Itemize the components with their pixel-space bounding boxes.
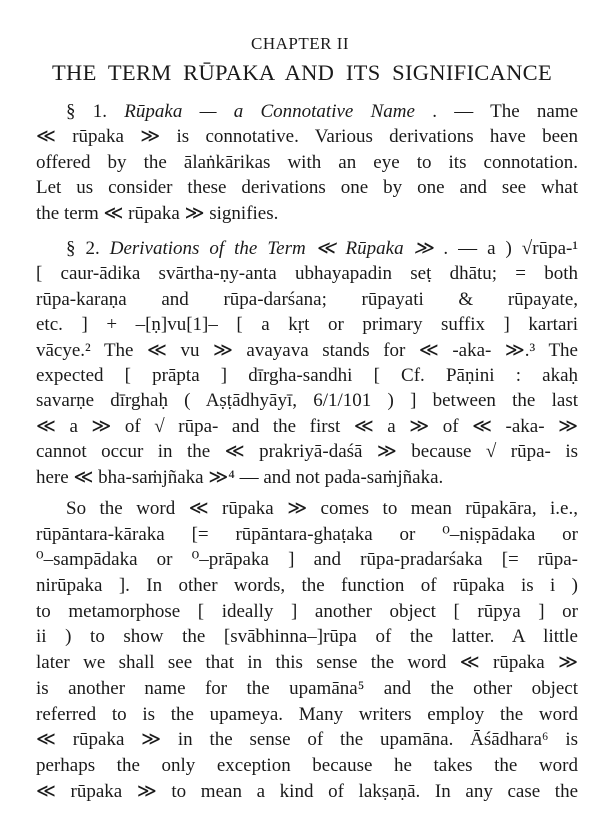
- text-line: expected [ prāpta ] dīrgha-sandhi [ Cf. Pāṇini : akaḥ: [36, 364, 578, 386]
- text-line: is another name for the upamāna⁵ and the other object: [36, 677, 578, 699]
- text-line: savarṇe dīrghaḥ ( Aṣṭādhyāyī, 6/1/101 ) ] between the last: [36, 390, 578, 412]
- text-line: offered by the ālaṅkārikas with an eye to its connotation.: [36, 151, 578, 173]
- text-line: ≪ rūpaka ≫ to mean a kind of lakṣaṇā. In any case the: [36, 780, 578, 802]
- section-1-paragraph: [36, 99, 578, 226]
- section-heading-tail: . — a ) √rūpa-¹: [443, 238, 579, 259]
- section-1-heading-line: [36, 99, 578, 124]
- text-line: cannot occur in the ≪ prakriyā-daśā ≫ because √ rūpa- is: [36, 441, 578, 463]
- text-line: ≪ rūpaka ≫ is connotative. Various derivations have been: [36, 126, 578, 148]
- text-line: So the word ≪ rūpaka ≫ comes to mean rūpakāra, i.e.,: [66, 498, 578, 519]
- section-heading-tail: . — The name: [432, 101, 579, 122]
- text-line: ≪ a ≫ of √ rūpa- and the first ≪ a ≫ of ≪ -aka- ≫: [36, 415, 578, 437]
- text-line: to metamorphose [ ideally ] another object [ rūpya ] or: [36, 600, 578, 622]
- text-line: nirūpaka ]. In other words, the function of rūpaka is i ): [36, 575, 578, 597]
- text-line: rūpāntara-kāraka [= rūpāntara-ghaṭaka or ⁰–niṣpādaka or: [36, 523, 578, 545]
- text-line: ii ) to show the [svābhinna–]rūpa of the latter. A little: [36, 626, 578, 648]
- chapter-title: THE TERM RŪPAKA AND ITS SIGNIFICANCE: [52, 60, 552, 85]
- text-line: referred to is the upameya. Many writers employ the word: [36, 703, 578, 725]
- text-line: here ≪ bha-saṁjñaka ≫⁴ — and not pada-saṁjñaka.: [36, 466, 444, 488]
- text-line: etc. ] + –[ṇ]vu[1]– [ a kṛt or primary suffix ] kartari: [36, 314, 578, 336]
- text-line: later we shall see that in this sense the word ≪ rūpaka ≫: [36, 652, 578, 674]
- text-line: Let us consider these derivations one by one and see what: [36, 177, 578, 199]
- section-2-paragraph: [36, 236, 578, 490]
- paragraph-3: [36, 496, 578, 804]
- section-heading: Rūpaka — a Connotative Name: [124, 101, 415, 122]
- text-line: the term ≪ rūpaka ≫ signifies.: [36, 202, 279, 224]
- text-line: ⁰–sampādaka or ⁰–prāpaka ] and rūpa-pradarśaka [= rūpa-: [36, 549, 578, 571]
- text-line: rūpa-karaṇa and rūpa-darśana; rūpayati & rūpayate,: [36, 288, 578, 310]
- text-line: vācye.² The ≪ vu ≫ avayava stands for ≪ -aka- ≫.³ The: [36, 339, 578, 361]
- section-heading: Derivations of the Term ≪ Rūpaka ≫: [109, 238, 434, 259]
- text-line: ≪ rūpaka ≫ in the sense of the upamāna. Āśādhara⁶ is: [36, 729, 578, 751]
- text-line: perhaps the only exception because he takes the word: [36, 754, 578, 776]
- section-number: § 2.: [66, 238, 100, 259]
- section-2-heading-line: [36, 236, 578, 261]
- chapter-label: CHAPTER II: [250, 34, 350, 53]
- section-number: § 1.: [66, 101, 108, 122]
- text-line: [ caur-ādika svārtha-ṇy-anta ubhayapadin seṭ dhātu; = both: [36, 263, 578, 285]
